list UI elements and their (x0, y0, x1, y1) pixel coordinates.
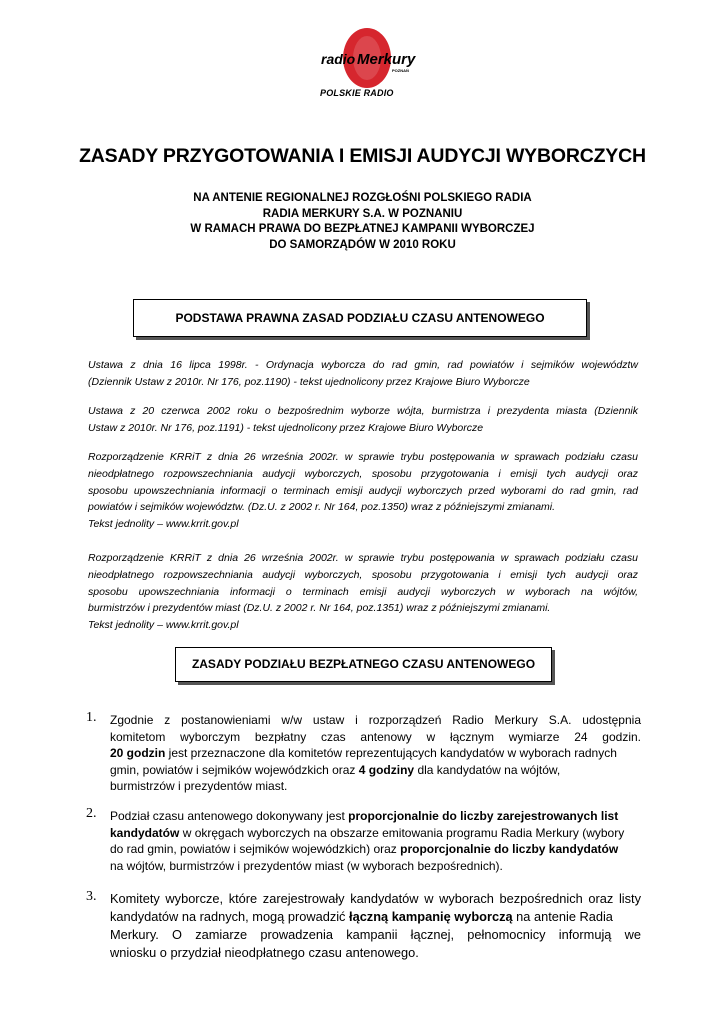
list-number: 2. (86, 806, 97, 821)
rule-bold: łączną kampanię wyborczą (349, 909, 513, 924)
legal-line: sposobu upowszechniania informacji o terminach emisji audycji wyborczych w wyborach na wójtów, (88, 585, 638, 598)
list-number: 1. (86, 710, 97, 725)
legal-line: powiatów i sejmików województw. (Dz.U. z 2002 r. Nr 164, poz.1350) wraz z późniejszymi zmianami. (88, 501, 556, 514)
rule-line: Zgodnie z postanowieniami w/w ustaw i rozporządzeń Radio Merkury S.A. udostępnia (110, 713, 641, 727)
rule-text: na antenie Radia (512, 909, 613, 924)
legal-line: nieodpłatnego rozpowszechniania audycji wyborczych, sposobu przygotowania i emisji tych audycji oraz (88, 568, 638, 581)
legal-line: Rozporządzenie KRRiT z dnia 26 września 2002r. w sprawie trybu postępowania w sprawach podziału czasu (88, 552, 638, 564)
rule-line: na wójtów, burmistrzów i prezydentów miast (w wyborach bezpośrednich). (110, 858, 503, 873)
rule-text: do rad gmin, powiatów i sejmików wojewódzkich) oraz (110, 842, 401, 857)
subtitle-line: NA ANTENIE REGIONALNEJ ROZGŁOŚNI POLSKIEGO RADIA (193, 192, 532, 204)
rule-bold: proporcjonalnie do liczby kandydatów (400, 842, 619, 857)
legal-line: sposobu upowszechniania informacji o terminach emisji audycji wyborczych przed wyborami do rad gmin, rad (88, 484, 638, 497)
rule-text: gmin, powiatów i sejmików wojewódzkich oraz (110, 762, 359, 777)
legal-line: Rozporządzenie KRRiT z dnia 26 września 2002r. w sprawie trybu postępowania w sprawach podziału czasu (88, 451, 638, 463)
rule-bold: 4 godziny (358, 762, 415, 777)
rule-bold: 20 godzin (110, 746, 166, 761)
logo-caption: POLSKIE RADIO (320, 88, 394, 98)
legal-paragraph (88, 449, 638, 533)
legal-paragraph (88, 550, 638, 634)
rule-line: wniosku o przydział nieodpłatnego czasu antenowego. (110, 945, 419, 960)
legal-line: Ustawa z 20 czerwca 2002 roku o bezpośrednim wyborze wójta, burmistrza i prezydenta miasta (Dziennik (88, 405, 638, 417)
legal-line: (Dziennik Ustaw z 2010r. Nr 176, poz.1190) - tekst ujednolicony przez Krajowe Biuro Wyborcze (88, 375, 530, 388)
list-number: 3. (86, 889, 97, 904)
logo-radio-word: radio (321, 51, 356, 67)
section-heading-time-allocation: ZASADY PODZIAŁU BEZPŁATNEGO CZASU ANTENOWEGO (175, 647, 552, 682)
rule-text: Podział czasu antenowego dokonywany jest (110, 809, 349, 823)
logo-poznan-word: POZNAŃ (392, 68, 409, 73)
rule-text: w okręgach wyborczych na obszarze emitowania programu Radia Merkury (wybory (179, 825, 625, 840)
document-title: ZASADY PRZYGOTOWANIA I EMISJI AUDYCJI WYBORCZYCH (79, 145, 646, 167)
logo-merkury-word: Merkury (357, 51, 416, 68)
legal-paragraph (88, 403, 638, 437)
legal-link-line: Tekst jednolity – www.krrit.gov.pl (88, 518, 239, 531)
rule-bold: kandydatów (110, 825, 180, 840)
legal-line: Ustaw z 2010r. Nr 176, poz.1191) - tekst ujednolicony przez Krajowe Biuro Wyborcze (88, 421, 484, 434)
rule-line: komitetom wyborczym bezpłatny czas antenowy w łącznym wymiarze 24 godzin. (110, 729, 641, 744)
section-heading-legal-basis: PODSTAWA PRAWNA ZASAD PODZIAŁU CZASU ANTENOWEGO (133, 299, 587, 337)
legal-line: nieodpłatnego rozpowszechniania audycji wyborczych, sposobu przygotowania i emisji tych audycji oraz (88, 467, 638, 480)
legal-link-line: Tekst jednolity – www.krrit.gov.pl (88, 619, 239, 632)
rule-text: dla kandydatów na wójtów, (414, 762, 561, 777)
subtitle-line: W RAMACH PRAWA DO BEZPŁATNEJ KAMPANII WYBORCZEJ (190, 223, 535, 235)
rule-bold: proporcjonalnie do liczby zarejestrowanych list (348, 809, 619, 823)
legal-line: Ustawa z dnia 16 lipca 1998r. - Ordynacja wyborcza do rad gmin, rad powiatów i sejmików województw (88, 359, 638, 371)
legal-paragraph (88, 357, 638, 391)
rule-line: burmistrzów i prezydentów miast. (110, 779, 288, 794)
subtitle-line: RADIA MERKURY S.A. W POZNANIU (262, 207, 463, 220)
document-subtitle (0, 191, 725, 253)
rule-line: Komitety wyborcze, które zarejestrowały kandydatów w wyborach bezpośrednich oraz listy (110, 891, 641, 906)
rule-line: Merkury. O zamiarze prowadzenia kampanii łącznej, pełnomocnicy informują we (110, 927, 641, 942)
rule-text: kandydatów na radnych, mogą prowadzić (110, 909, 350, 924)
subtitle-line: DO SAMORZĄDÓW W 2010 ROKU (269, 238, 456, 251)
rule-text: jest przeznaczone dla komitetów reprezentujących kandydatów w wyborach radnych (165, 746, 617, 761)
legal-line: burmistrzów i prezydentów miast (Dz.U. z 2002 r. Nr 164, poz.1351) wraz z późniejszymi zmianami. (88, 602, 551, 615)
